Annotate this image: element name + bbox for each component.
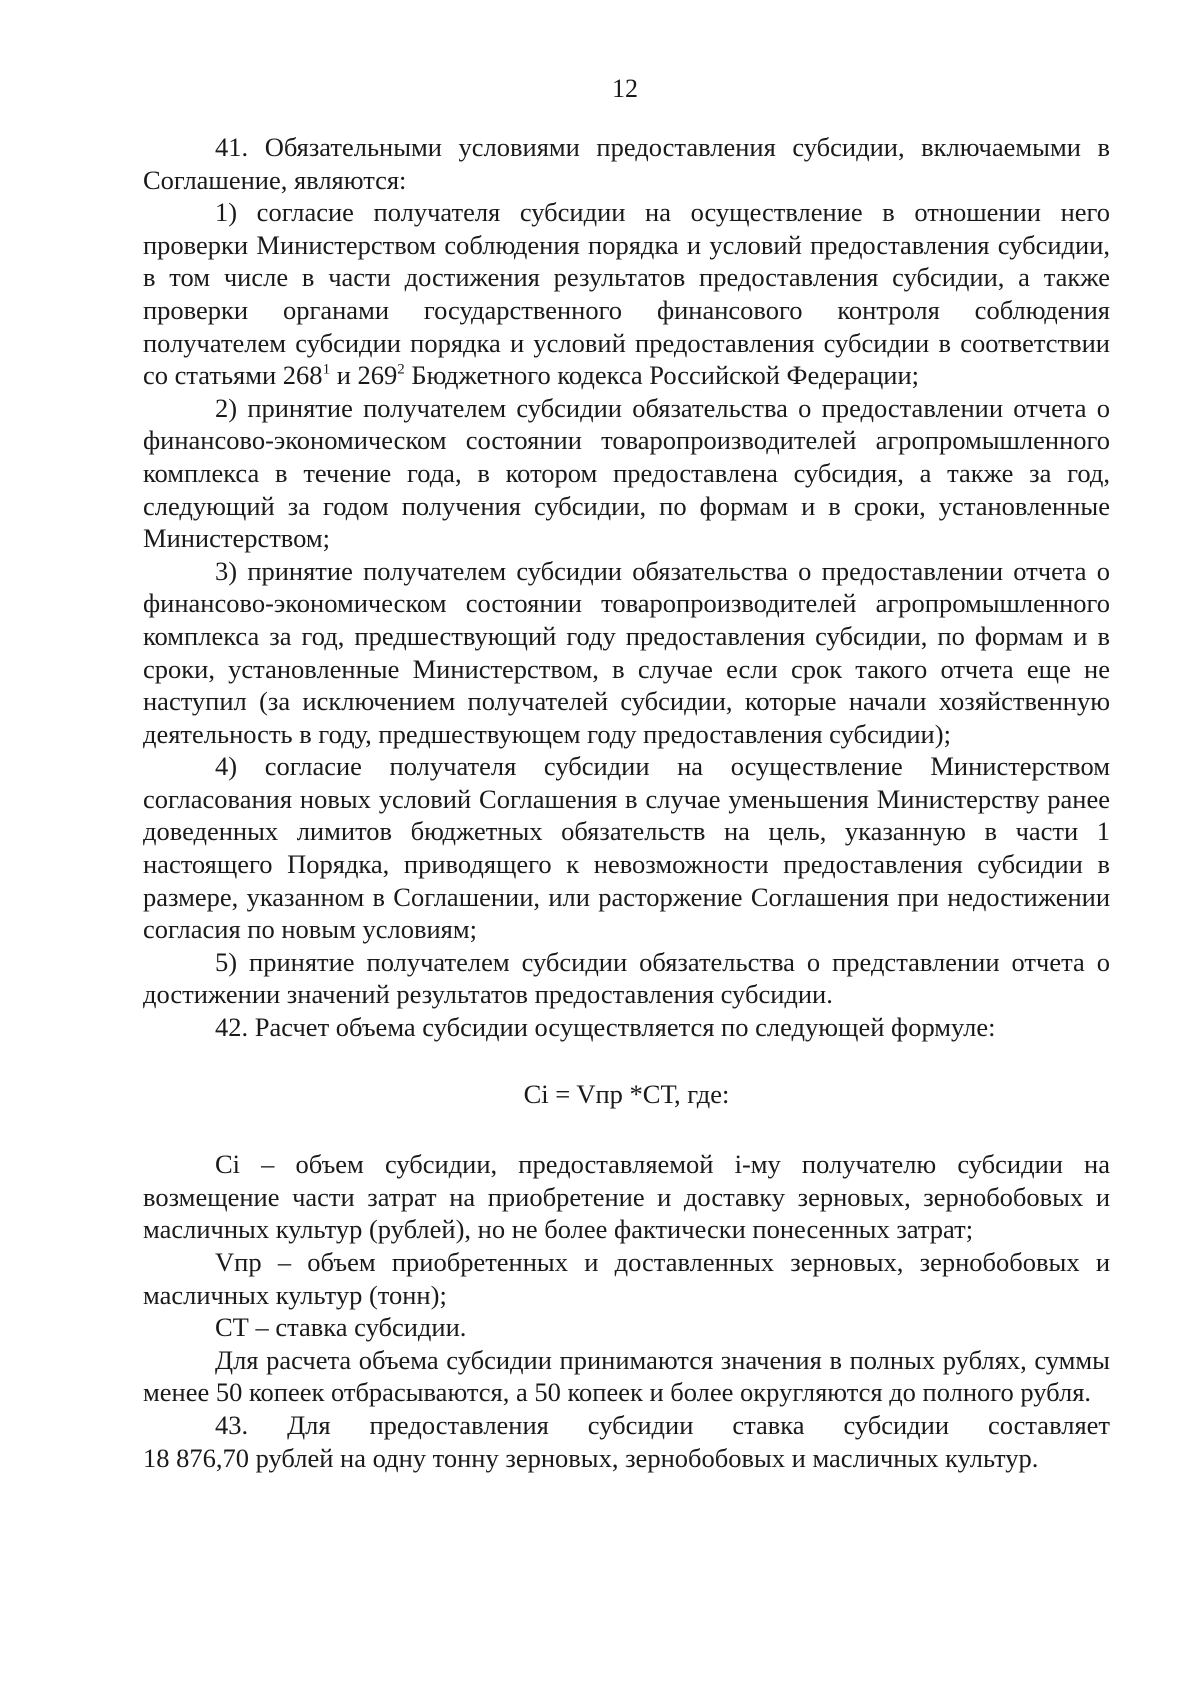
page-number: 12 bbox=[612, 74, 638, 103]
clause-41-item-2: 2) принятие получателем субсидии обязательства о предоставлении отчета о финансово-экономическом состоянии товаропроизводителей агропромышленного комплекса в течение года, в котором предоставлена субсидия, а также за год, следующий за годом получения субсидии, по формам и в сроки, установленные Министерством; bbox=[143, 392, 1110, 554]
article-268-superscript: 1 bbox=[322, 361, 331, 378]
clause-41-item-1-text-a: 1) согласие получателя субсидии на осуществление в отношении него проверки Министерством соблюдения порядка и условий предоставления субсидии, в том числе в части достижения результатов предоставления субсидии, а также проверки органами государственного финансового контроля соблюдения получателем субсидии порядка и условий предоставления субсидии в соответствии со статьями 268 bbox=[143, 197, 1110, 391]
clause-41-intro: 41. Обязательными условиями предоставления субсидии, включаемыми в Соглашение, являются: bbox=[143, 132, 1110, 195]
subsidy-formula: Ci = Vпр *СТ, где: bbox=[523, 1078, 730, 1109]
clause-41-item-4: 4) согласие получателя субсидии на осуществление Министерством согласования новых условий Соглашения в случае уменьшения Министерству ранее доведенных лимитов бюджетных обязательств на цель, указанную в части 1 настоящего Порядка, приводящего к невозможности предоставления субсидии в размере, указанном в Соглашении, или расторжение Соглашения при недостижении согласия по новым условиям; bbox=[143, 751, 1110, 945]
clause-43-line-1: 43. Для предоставления субсидии ставка субсидии составляет bbox=[215, 1409, 1110, 1440]
clause-42-intro: 42. Расчет объема субсидии осуществляется по следующей формуле: bbox=[215, 1012, 996, 1043]
document-body bbox=[143, 131, 1110, 1474]
article-269-superscript: 2 bbox=[397, 361, 405, 378]
rounding-rule: Для расчета объема субсидии принимаются значения в полных рублях, суммы менее 50 копеек отбрасываются, а 50 копеек и более округляются до полного рубля. bbox=[143, 1344, 1110, 1408]
clause-41-item-1-text-b: и 269 bbox=[330, 360, 398, 391]
definition-ci: Ci – объем субсидии, предоставляемой i-му получателю субсидии на возмещение части затрат на приобретение и доставку зерновых, зернобобовых и масличных культур (рублей), но не более фактически понесенных затрат; bbox=[143, 1149, 1110, 1245]
clause-41-item-3: 3) принятие получателем субсидии обязательства о предоставлении отчета о финансово-экономическом состоянии товаропроизводителей агропромышленного комплекса за год, предшествующий году предоставления субсидии, по формам и в сроки, установленные Министерством, в случае если срок такого отчета еще не наступил (за исключением получателей субсидии, которые начали хозяйственную деятельность в году, предшествующем году предоставления субсидии); bbox=[143, 555, 1110, 749]
clause-41-item-5: 5) принятие получателем субсидии обязательства о представлении отчета о достижении значений результатов предоставления субсидии. bbox=[143, 946, 1110, 1010]
definition-vpr: Vпр – объем приобретенных и доставленных зерновых, зернобобовых и масличных культур (тонн); bbox=[143, 1247, 1110, 1310]
definition-st: СТ – ставка субсидии. bbox=[215, 1312, 467, 1343]
clause-41-item-1 bbox=[143, 196, 1110, 392]
clause-41-item-1-text-c: Бюджетного кодекса Российской Федерации; bbox=[404, 360, 920, 391]
clause-43-line-2: 18 876,70 рублей на одну тонну зерновых, зернобобовых и масличных культур. bbox=[143, 1442, 1039, 1473]
